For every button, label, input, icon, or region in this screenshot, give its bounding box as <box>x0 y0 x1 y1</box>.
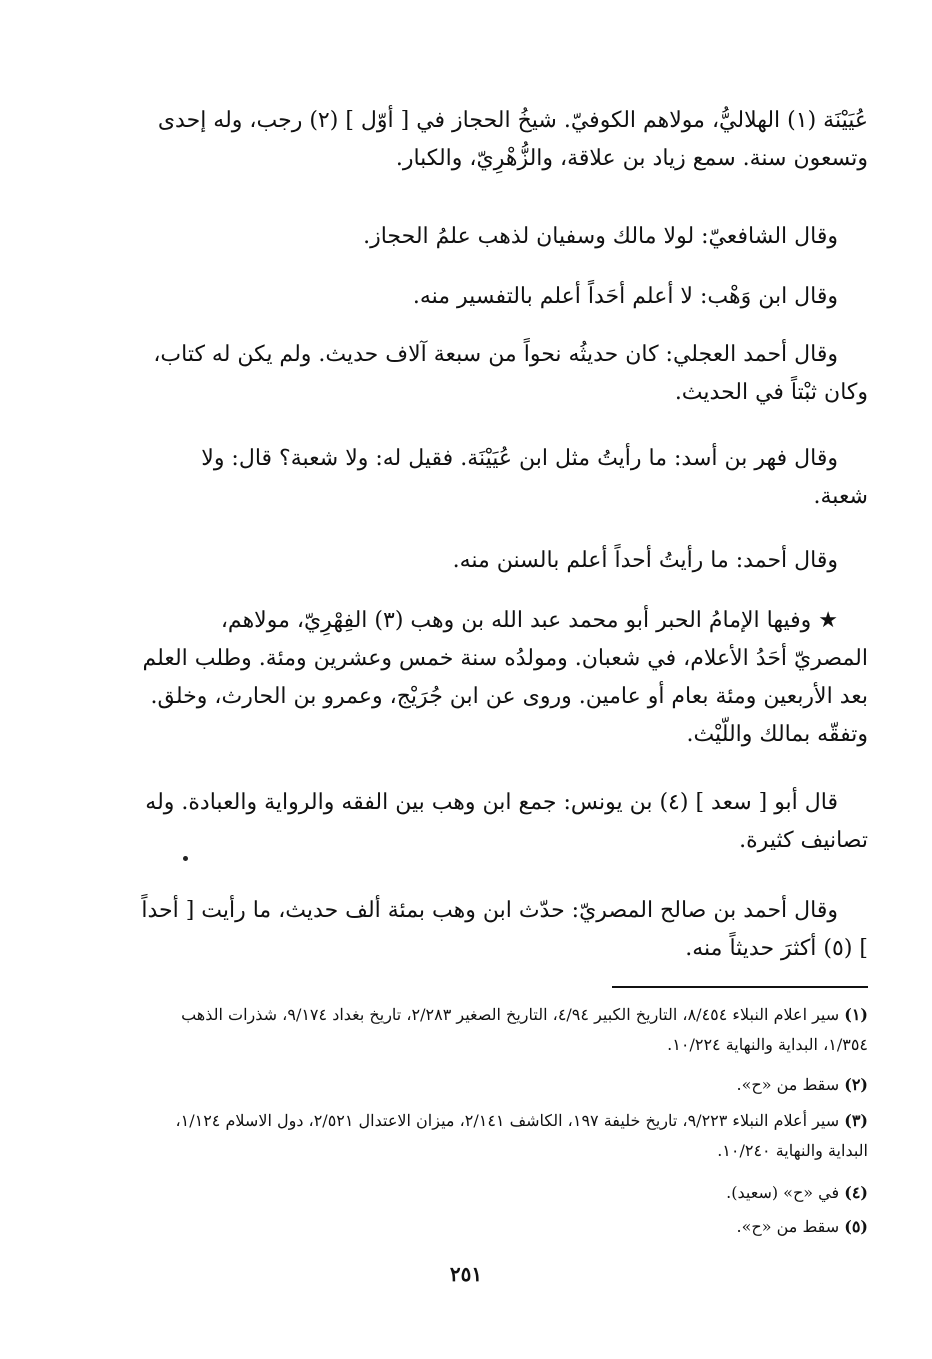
stray-dot <box>183 856 188 861</box>
paragraph-1: عُيَيْنَة (١) الهلاليُّ، مولاهم الكوفيّ. شيخُ الحجاز في [ أوّل ] (٢) رجب، وله إحدى وتسعون سنة. سمع زياد بن علاقة، والزُّهْرِيّ، والكبار. <box>157 108 868 171</box>
footnote-5 <box>140 1212 868 1242</box>
footnote-2 <box>140 1070 868 1100</box>
footnote-number: (٢) <box>844 1075 868 1094</box>
footnote-text: في «ح» (سعيد). <box>726 1183 840 1202</box>
page-number: ٢٥١ <box>449 1262 483 1286</box>
paragraph-9: وقال أحمد بن صالح المصريّ: حدّث ابن وهب بمئة ألف حديث، ما رأيت [ أحداً ] (٥) أكثرَ حديثاً منه. <box>141 898 868 961</box>
footnote-text: سقط من «ح». <box>736 1075 840 1094</box>
footnote-3 <box>140 1106 868 1166</box>
paragraph-8: قال أبو [ سعد ] (٤) بن يونس: جمع ابن وهب بين الفقه والرواية والعبادة. وله تصانيف كثيرة. <box>145 790 868 853</box>
footnote-4 <box>140 1178 868 1208</box>
footnote-1 <box>140 1000 868 1060</box>
paragraph-5: وقال فهر بن أسد: ما رأيتُ مثل ابن عُيَيْنَة. فقيل له: ولا شعبة؟ قال: ولا شعبة. <box>201 446 868 509</box>
footnote-number: (١) <box>844 1005 868 1024</box>
footnote-number: (٥) <box>844 1217 868 1236</box>
footnote-number: (٤) <box>844 1183 868 1202</box>
footnote-number: (٣) <box>844 1111 868 1130</box>
footnote-text: سير أعلام النبلاء ٩/٢٢٣، تاريخ خليفة ١٩٧، الكاشف ٢/١٤١، ميزان الاعتدال ٢/٥٢١، دول الاسلام ١/١٢٤، البداية والنهاية ١٠/٢٤٠. <box>175 1111 868 1160</box>
paragraph-4: وقال أحمد العجلي: كان حديثُه نحواً من سبعة آلاف حديث. ولم يكن له كتاب، وكان ثبْتاً في الحديث. <box>153 342 868 405</box>
footnote-text: سير اعلام النبلاء ٨/٤٥٤، التاريخ الكبير ٤/٩٤، التاريخ الصغير ٢/٢٨٣، تاريخ بغداد ٩/١٧٤، شذرات الذهب ١/٣٥٤، البداية والنهاية ١٠/٢٢٤. <box>181 1005 868 1054</box>
footnote-text: سقط من «ح». <box>736 1217 840 1236</box>
footnote-separator <box>612 986 868 988</box>
paragraph-7: ★ وفيها الإمامُ الحبر أبو محمد عبد الله بن وهب (٣) الفِهْرِيّ، مولاهم، المصريّ أحَدُ الأعلام، في شعبان. ومولدُه سنة خمس وعشرين ومئة. وطلب العلم بعد الأربعين ومئة بعام أو عامين. وروى عن ابن جُرَيْج، وعمرو بن الحارث، وخلق. وتفقّه بمالك واللّيْث. <box>142 608 868 747</box>
paragraph-6: وقال أحمد: ما رأيتُ أحداً أعلم بالسنن منه. <box>452 548 838 573</box>
paragraph-2: وقال الشافعيّ: لولا مالك وسفيان لذهب علمُ الحجاز. <box>363 224 838 249</box>
paragraph-3: وقال ابن وَهْب: لا أعلم أحَداً أعلم بالتفسير منه. <box>412 284 838 309</box>
